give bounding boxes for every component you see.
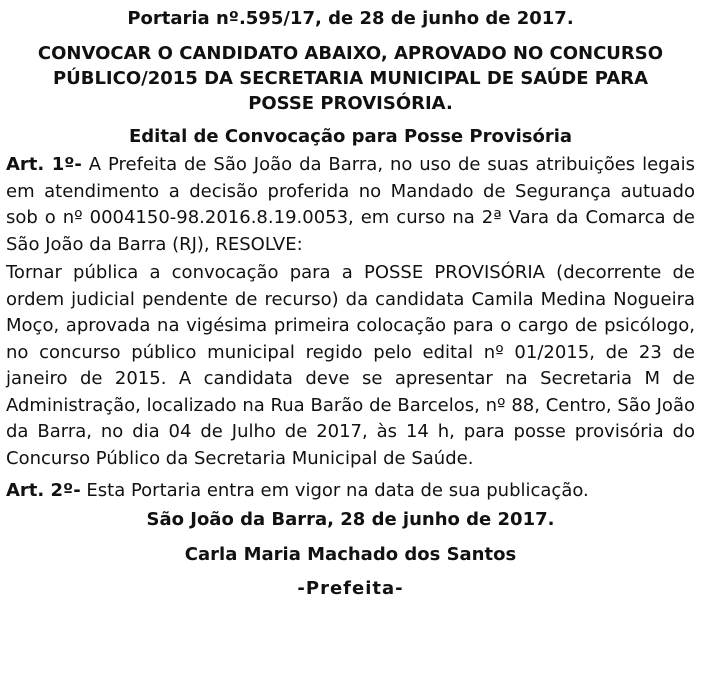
- heading-line-3: POSSE PROVISÓRIA.: [248, 93, 453, 114]
- document-title: Portaria nº.595/17, de 28 de junho de 2017.: [127, 8, 574, 29]
- article-1: [6, 152, 695, 258]
- document-heading: [6, 41, 695, 116]
- article-2-label: Art. 2º-: [6, 480, 81, 501]
- article-1-text: A Prefeita de São João da Barra, no uso de suas atribuições legais em atendimento a decisão proferida no Mandado de Segurança autuado sob o nº 0004150-98.2016.8.19.0053, em curso na 2ª Vara da Comarca de São João da Barra (RJ), RESOLVE:: [6, 154, 695, 255]
- heading-line-1: CONVOCAR O CANDIDATO ABAIXO, APROVADO NO CONCURSO: [37, 43, 664, 64]
- convocation-paragraph: Tornar pública a convocação para a POSSE PROVISÓRIA (decorrente de ordem judicial pendente de recurso) da candidata Camila Medina Nogueira Moço, aprovada na vigésima primeira colocação para o cargo de psicólogo, no concurso público municipal regido pelo edital nº 01/2015, de 23 de janeiro de 2015. A candidata deve se apresentar na Secretaria M de Administração, localizado na Rua Barão de Barcelos, nº 88, Centro, São João da Barra, no dia 04 de Julho de 2017, às 14 h, para posse provisória do Concurso Público da Secretaria Municipal de Saúde.: [6, 262, 695, 469]
- place-date: São João da Barra, 28 de junho de 2017.: [146, 508, 555, 530]
- article-2-text: Esta Portaria entra em vigor na data de sua publicação.: [80, 480, 589, 501]
- signatory-role: -Prefeita-: [297, 577, 404, 599]
- heading-line-2: PÚBLICO/2015 DA SECRETARIA MUNICIPAL DE SAÚDE PARA: [52, 68, 649, 89]
- signatory-name: Carla Maria Machado dos Santos: [184, 543, 517, 565]
- article-1-label: Art. 1º-: [6, 154, 82, 175]
- edital-subheading: Edital de Convocação para Posse Provisória: [128, 126, 573, 147]
- article-2: [6, 478, 695, 505]
